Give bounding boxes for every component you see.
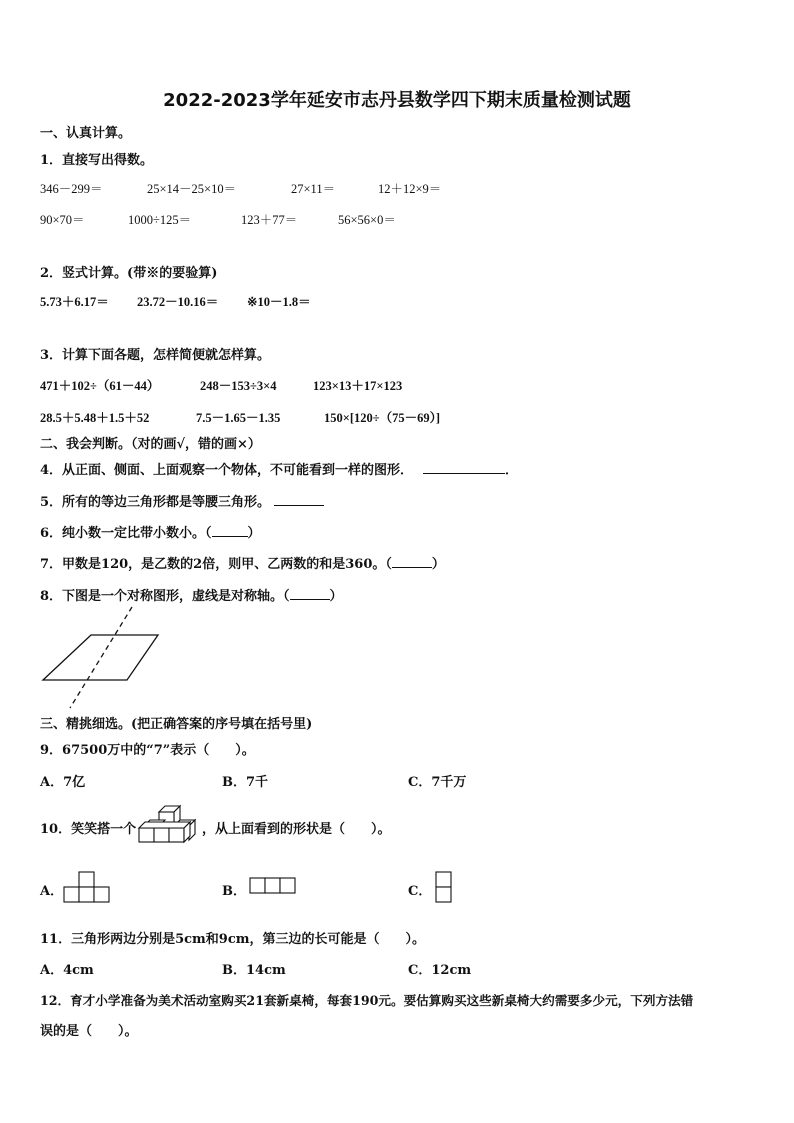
q1-expr: 12＋12×9＝ — [378, 182, 442, 196]
q11-option-c[interactable]: C．12cm — [408, 963, 472, 978]
q10-option-a[interactable]: A． — [40, 884, 64, 899]
q10-stem-b: ，从上面看到的形状是（ ）。 — [202, 822, 391, 837]
q8-stem: 8．下图是一个对称图形，虚线是对称轴。（ — [40, 589, 290, 604]
q9-option-b[interactable]: B．7千 — [222, 775, 269, 790]
q1-expr: 1000÷125＝ — [128, 213, 192, 227]
q9-option-a[interactable]: A．7亿 — [40, 775, 86, 790]
q12-line1: 12．育才小学准备为美术活动室购买21套新桌椅，每套190元。要估算购买这些新桌椅大约需要多少元，下列方法错 — [40, 993, 694, 1008]
close-paren: ） — [431, 557, 445, 572]
q1-expr: 56×56×0＝ — [338, 213, 396, 227]
q3-expr: 7.5－1.65－1.35 — [196, 411, 281, 425]
q2-expr: 23.72－10.16＝ — [137, 295, 219, 309]
q3-expr: 248－153÷3×4 — [200, 379, 277, 393]
q1-expr: 25×14－25×10＝ — [147, 182, 237, 196]
q5-stem: 5．所有的等边三角形都是等腰三角形。 — [40, 495, 271, 510]
section-2-heading: 二、我会判断。（对的画√，错的画×） — [40, 437, 261, 452]
q3-expr: 123×13＋17×123 — [313, 379, 403, 393]
q11-stem: 11．三角形两边分别是5cm和9cm，第三边的长可能是（ ）。 — [40, 932, 426, 947]
q10-option-b[interactable]: B． — [222, 884, 246, 899]
q1-label: 1．直接写出得数。 — [40, 153, 154, 168]
close-paren: ） — [247, 526, 261, 541]
q1-expr: 346－299＝ — [40, 182, 103, 196]
q3-expr: 28.5＋5.48＋1.5＋52 — [40, 411, 150, 425]
q3-expr: 471＋102÷（61－44） — [40, 379, 160, 393]
close-paren: ） — [329, 589, 343, 604]
q7-stem: 7．甲数是120，是乙数的2倍，则甲、乙两数的和是360。（ — [40, 557, 392, 572]
q6-stem: 6．纯小数一定比带小数小。（ — [40, 526, 212, 541]
q4-stem: 4．从正面、侧面、上面观察一个物体，不可能看到一样的图形． — [40, 463, 414, 478]
q4-end: ． — [505, 463, 519, 478]
q9-stem: 9．67500万中的“7”表示（ ）。 — [40, 743, 255, 758]
q11-option-b[interactable]: B．14cm — [222, 963, 286, 978]
q1-expr: 123＋77＝ — [241, 213, 298, 227]
q9-option-c[interactable]: C．7千万 — [408, 775, 467, 790]
q2-expr: ※10－1.8＝ — [247, 295, 311, 309]
q2-label: 2．竖式计算。(带※的要验算) — [40, 266, 218, 281]
q12-line2: 误的是（ ）。 — [40, 1024, 138, 1039]
section-1-heading: 一、认真计算。 — [40, 126, 132, 141]
q1-expr: 90×70＝ — [40, 213, 85, 227]
q10-option-c[interactable]: C． — [408, 884, 432, 899]
q10-stem-a: 10．笑笑搭一个 — [40, 822, 137, 837]
section-3-heading: 三、精挑细选。(把正确答案的序号填在括号里) — [40, 717, 313, 732]
q3-label: 3．计算下面各题，怎样简便就怎样算。 — [40, 348, 271, 363]
q11-option-a[interactable]: A．4cm — [40, 963, 94, 978]
q1-expr: 27×11＝ — [291, 182, 336, 196]
q2-expr: 5.73＋6.17＝ — [40, 295, 109, 309]
q3-expr: 150×[120÷（75－69）] — [324, 411, 441, 425]
page-title: 2022-2023学年延安市志丹县数学四下期末质量检测试题 — [163, 90, 631, 111]
